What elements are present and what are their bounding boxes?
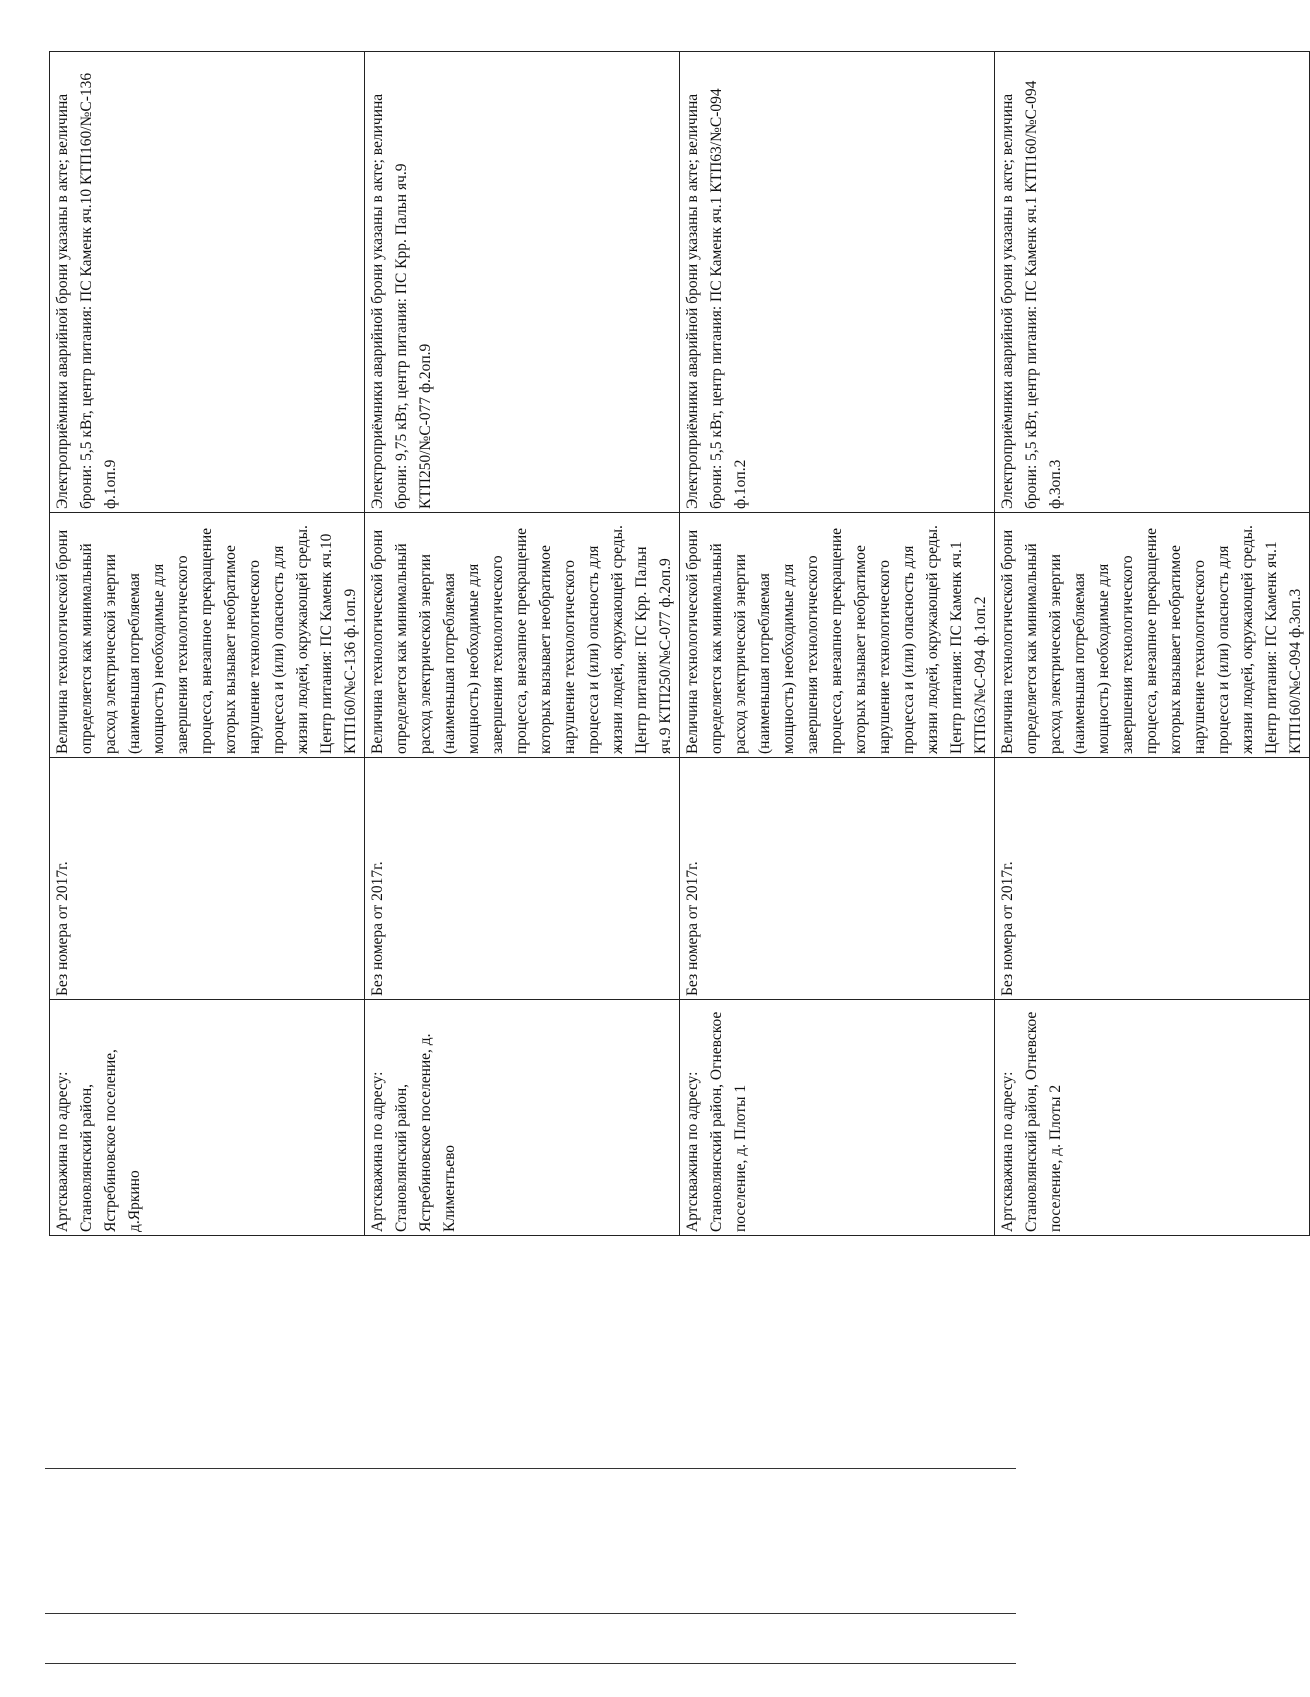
rotated-table-area [49, 52, 1304, 1236]
table-row [680, 52, 995, 1236]
signature-line [45, 1613, 1016, 1614]
act-cell: Без номера от 2017г. [995, 758, 1310, 1000]
address-cell: Артскважина по адресу: Становлянский район, Ястребиновское поселение, д.Яркино [50, 1000, 365, 1236]
table-row [365, 52, 680, 1236]
table-row [995, 52, 1310, 1236]
table-row [50, 52, 365, 1236]
emergency-reserve-cell: Электроприёмники аварийной брони указаны в акте; величина брони: 5,5 кВт, центр питания: ПС Каменк яч.1 КТП160/№С-094 ф.3оп.3 [995, 52, 1310, 513]
address-cell: Артскважина по адресу: Становлянский район, Огневское поселение, д. Плоты 2 [995, 1000, 1310, 1236]
signature-line [45, 1468, 1016, 1469]
reserve-table [49, 51, 1310, 1236]
table-wrapper [49, 52, 1304, 1236]
act-cell: Без номера от 2017г. [680, 758, 995, 1000]
act-cell: Без номера от 2017г. [365, 758, 680, 1000]
emergency-reserve-cell: Электроприёмники аварийной брони указаны в акте; величина брони: 9,75 кВт, центр питания: ПС Крр. Пальн яч.9 КТП250/№С-077 ф.2оп.9 [365, 52, 680, 513]
address-cell: Артскважина по адресу: Становлянский район, Ястребиновское поселение, д. Климентьево [365, 1000, 680, 1236]
tech-reserve-cell: Величина технологической брони определяется как минимальный расход электрической энергии (наименьшая потребляемая мощность) необходимые для завершения технологического процесса, внезапное прекращение которых вызывает необратимое нарушение технологического процесса и (или) опасность для жизни людей, окружающей среды. Центр питания: ПС Каменк яч.1 КТП160/№С-094 ф.3оп.3 [995, 513, 1310, 758]
tech-reserve-cell: Величина технологической брони определяется как минимальный расход электрической энергии (наименьшая потребляемая мощность) необходимые для завершения технологического процесса, внезапное прекращение которых вызывает необратимое нарушение технологического процесса и (или) опасность для жизни людей, окружающей среды. Центр питания: ПС Крр. Пальн яч.9 КТП250/№С-077 ф.2оп.9 [365, 513, 680, 758]
emergency-reserve-cell: Электроприёмники аварийной брони указаны в акте; величина брони: 5,5 кВт, центр питания: ПС Каменк яч.1 КТП63/№С-094 ф.1оп.2 [680, 52, 995, 513]
address-cell: Артскважина по адресу: Становлянский район, Огневское поселение, д. Плоты 1 [680, 1000, 995, 1236]
tech-reserve-cell: Величина технологической брони определяется как минимальный расход электрической энергии (наименьшая потребляемая мощность) необходимые для завершения технологического процесса, внезапное прекращение которых вызывает необратимое нарушение технологического процесса и (или) опасность для жизни людей, окружающей среды. Центр питания: ПС Каменк яч.10 КТП160/№С-136 ф.1оп.9 [50, 513, 365, 758]
emergency-reserve-cell: Электроприёмники аварийной брони указаны в акте; величина брони: 5,5 кВт, центр питания: ПС Каменк яч.10 КТП160/№С-136 ф.1оп.9 [50, 52, 365, 513]
tech-reserve-cell: Величина технологической брони определяется как минимальный расход электрической энергии (наименьшая потребляемая мощность) необходимые для завершения технологического процесса, внезапное прекращение которых вызывает необратимое нарушение технологического процесса и (или) опасность для жизни людей, окружающей среды. Центр питания: ПС Каменк яч.1 КТП63/№С-094 ф.1оп.2 [680, 513, 995, 758]
signature-line [45, 1663, 1016, 1664]
act-cell: Без номера от 2017г. [50, 758, 365, 1000]
